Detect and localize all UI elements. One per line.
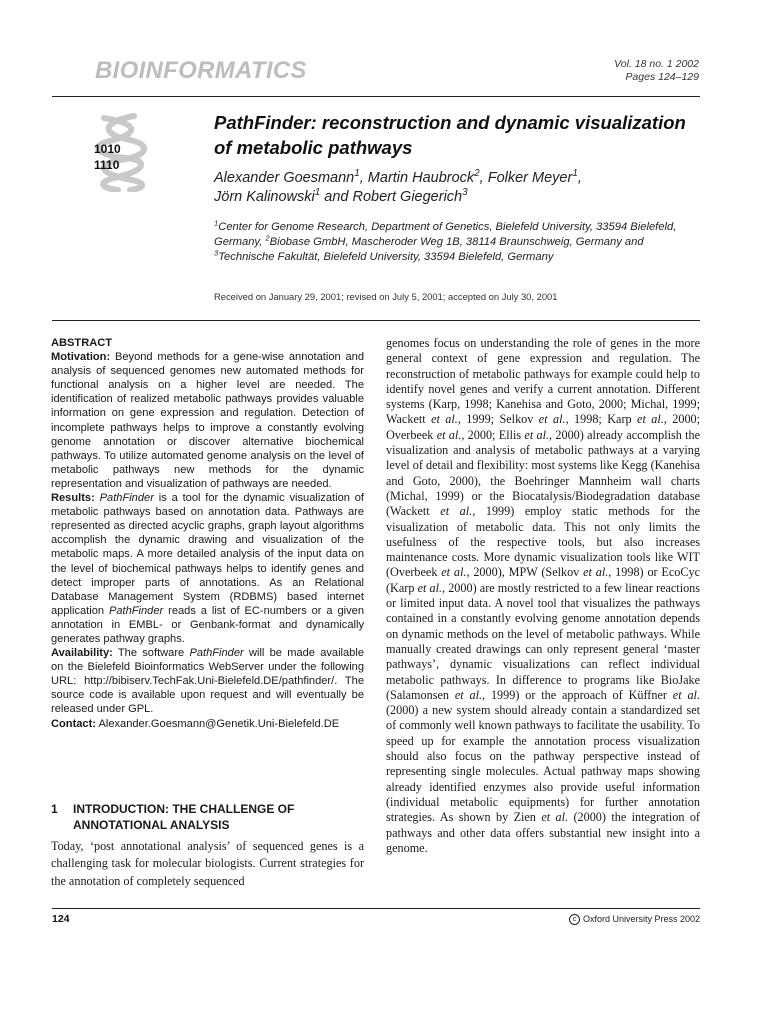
section-number: 1	[51, 802, 58, 816]
body-text: , 1998; Karp	[565, 412, 638, 427]
author-name: Martin Haubrock	[367, 170, 475, 186]
author-affiliation-mark: 1	[354, 168, 360, 180]
copyright-text: Oxford University Press 2002	[582, 914, 700, 924]
et-al: et al.	[637, 412, 664, 427]
body-text: , 2000) are mostly restricted to a few linear reactions or limited input data. A novel tool that visualizes the pathways contained in a constantly evolving genome annotation depends on dynamic methods on the level of metabolic pathways. While manually created drawings can only represent general ‘master pathways’, dynamic visualizations can reflect individual metabolic pathways. In difference to programs like BioJake (Salamonsen	[386, 580, 701, 702]
results-text: reads a list of EC-numbers or a given annotation in EMBL- or Genbank-format and dynamically generates pathway graphs.	[51, 604, 365, 645]
body-text: genomes focus on understanding the role of genes in the more general context of gene expression and regulation. The reconstruction of metabolic pathways for example could help to identify novel genes and verify a current annotation. Different systems (Karp, 1998; Kanehisa and Goto, 2000; Michal, 1999; Wackett	[386, 336, 700, 427]
motivation-text: Beyond methods for a gene-wise annotation and analysis of sequenced genomes new automated methods for functional analysis on a higher level are needed. The identification of realized metabolic pathways provides valuable information on gene expression and regulation. Detection of incomplete pathways helps to improve a constantly evolving genome annotation or discover alternative biochemical pathways. To utilize automated genome analysis on the level of metabolic pathways new methods for the dynamic representation and visualization of pathways are needed.	[51, 351, 364, 490]
body-text: , 2000; Overbeek	[386, 412, 701, 442]
author-name: Robert Giegerich	[352, 189, 463, 205]
et-al: et al.	[541, 810, 569, 825]
binary-row-1: 1010	[94, 142, 121, 156]
affiliation-text: Biobase GmbH, Mascheroder Weg 1B, 38114 Braunschweig, Germany and	[269, 236, 644, 248]
title-block-rule	[52, 320, 700, 321]
et-al: et al.	[583, 565, 609, 580]
author-name: Alexander Goesmann	[214, 170, 355, 186]
author-name: Folker Meyer	[487, 170, 573, 186]
body-text: , 2000), MPW (Selkov	[466, 565, 584, 580]
abstract-contact	[51, 717, 364, 731]
author-affiliation-mark: 1	[572, 168, 578, 180]
et-al: et al.	[454, 687, 483, 702]
volume-info	[614, 58, 699, 84]
body-text: , 1999; Selkov	[457, 412, 539, 427]
abstract-results	[51, 491, 364, 646]
et-al: et al.	[440, 504, 473, 519]
author-affiliation-mark: 2	[474, 168, 480, 180]
volume-number: Vol. 18 no. 1 2002	[614, 58, 699, 70]
body-text: , 2000) already accomplish the visualization and analysis of metabolic pathways at a varying level of detail and flexibility: most systems like Kegg (Kanehisa and Goto, 2000), the Boehringer Mannheim wall charts (Michal, 1999) or the Biocatalysis/Biodegradation database (Wackett	[386, 427, 701, 519]
availability-text: The software	[112, 647, 190, 660]
contact-label: Contact:	[51, 717, 96, 730]
et-al: et al.	[441, 565, 467, 580]
section-title: INTRODUCTION: THE CHALLENGE OF	[73, 802, 295, 816]
header-rule	[52, 96, 700, 97]
section-title: ANNOTATIONAL ANALYSIS	[73, 818, 230, 832]
results-label: Results:	[51, 492, 95, 505]
abstract-heading: ABSTRACT	[51, 337, 113, 349]
affiliation-mark: 3	[214, 248, 219, 258]
affiliation-text: Technische Fakultät, Bielefeld University, 33594 Bielefeld, Germany	[218, 251, 554, 263]
body-text: , 1999) or the approach of Küffner	[482, 687, 673, 702]
section-heading-introduction	[51, 801, 364, 833]
author-list: Alexander Goesmann$^1$, Martin Haubrock$^2$, Folker Meyer$^1$, Jörn Kalinowski$^1$ and Robert Giegerich$^3$	[214, 168, 582, 205]
journal-name: BIOINFORMATICS	[95, 57, 307, 84]
page-number: 124	[52, 913, 70, 925]
body-text: , 1999) employ static methods for the visualization of metabolic data. This not only limits the usefulness of the respective tools, but also increases maintenance costs. More dynamic visualization tools like WIT (Overbeek	[386, 504, 700, 580]
body-text: , 2000; Ellis	[461, 427, 525, 442]
received-dates: Received on January 29, 2001; revised on July 5, 2001; accepted on July 30, 2001	[214, 291, 558, 302]
et-al: et al.	[672, 687, 700, 702]
body-text: (2000) a new system should already contain a standardized set of commonly well known pathways to facilitate the usability. To speed up for example the annotation process visualization should also focus on the pathway perspective instead of representing single molecules. Actual pathway maps showing already identified enzymes also provide useful information (individual metabolic equipments) for further annotation strategies. As shown by Zien	[386, 703, 700, 825]
et-al: et al.	[436, 427, 462, 442]
author-affiliation-mark: 3	[462, 187, 468, 199]
et-al: et al.	[538, 412, 566, 427]
author-affiliation-mark: 1	[314, 187, 321, 199]
software-name: PathFinder	[108, 604, 164, 617]
availability-text: will be made available on the Bielefeld Bioinformatics WebServer under the following URL: http://bibiserv.TechFak.Uni-Bielefeld.DE/pathfinder/. The source code is available upon request and will eventually be released under GPL.	[51, 647, 364, 716]
et-al: et al.	[431, 412, 458, 427]
et-al: et al.	[524, 427, 550, 442]
affiliation-mark: 2	[265, 233, 270, 243]
abstract-availability	[51, 646, 364, 716]
copyright-notice	[569, 914, 700, 925]
author-name: Jörn Kalinowski	[214, 189, 315, 205]
motivation-label: Motivation:	[51, 351, 111, 364]
abstract-motivation	[51, 350, 364, 491]
introduction-continued	[386, 336, 700, 856]
et-al: et al.	[417, 580, 443, 595]
body-text: , 1998) or EcoCyc (Karp	[386, 565, 701, 595]
page-range: Pages 124–129	[625, 71, 699, 83]
copyright-icon: c	[569, 914, 580, 925]
availability-label: Availability:	[51, 647, 113, 660]
abstract	[51, 336, 364, 731]
footer-rule	[52, 908, 700, 909]
article-title: PathFinder: reconstruction and dynamic visualization of metabolic pathways	[214, 112, 686, 158]
software-name: PathFinder	[189, 647, 244, 660]
body-text: (2000) the integration of pathways and other data offers substantial new insight into a genome.	[386, 810, 700, 855]
introduction-paragraph: Today, ‘post annotational analysis’ of sequenced genes is a challenging task for molecular biologists. Current strategies for the annotation of completely sequenced	[51, 839, 364, 888]
binary-row-2: 1110	[94, 158, 120, 172]
affiliation-mark: 1	[214, 218, 219, 228]
results-text: is a tool for the dynamic visualization of metabolic pathways based on annotation data. Pathways are represented as directed acyclic graphs, graph layout algorithms accomplish the dynamic drawing and visualization of the metabolic maps. A more detailed analysis of the input data on the level of biochemical pathways helps to identify genes and detect improper parts of annotations. As an Relational Database Management System (RDBMS) based internet application	[51, 492, 364, 617]
affiliation-text: Center for Genome Research, Department of Genetics, Bielefeld University, 33594 Bielefeld, Germany,	[214, 221, 677, 248]
author-conjunction: and	[324, 189, 349, 205]
software-name: PathFinder	[99, 492, 154, 505]
contact-email: Alexander.Goesmann@Genetik.Uni-Bielefeld.DE	[96, 717, 340, 730]
dna-binary-helix-logo	[90, 112, 160, 192]
affiliations	[214, 220, 694, 265]
